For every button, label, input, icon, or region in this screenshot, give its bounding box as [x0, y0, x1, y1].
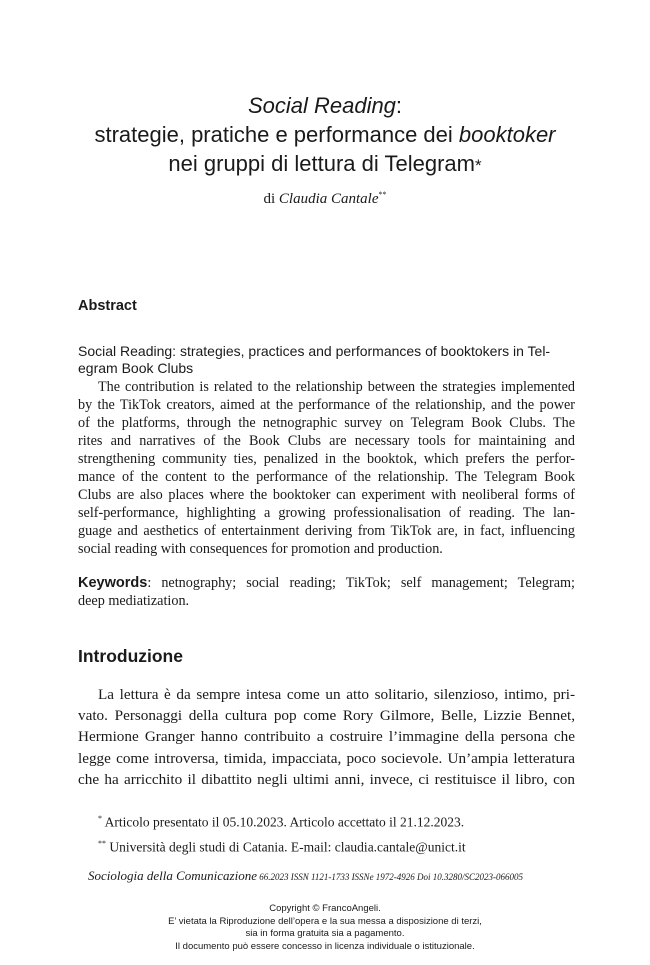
abstract-line: The contribution is related to the relationship between the strategies implemented — [98, 379, 575, 395]
journal-details: 66.2023 ISSN 1121-1733 ISSNe 1972-4926 Doi 10.3280/SC2023-066005 — [256, 872, 524, 882]
abstract-line: by the TikTok creators, aimed at the performance of the relationship, and the power — [78, 397, 575, 413]
abstract-english-title — [78, 343, 575, 377]
footnote-mark: ** — [98, 838, 106, 848]
introduzione-heading: Introduzione — [78, 646, 183, 666]
intro-line: vato. Personaggi della cultura pop come Rory Gilmore, Belle, Lizzie Bennet, — [78, 707, 575, 725]
copyright-line: sia in forma gratuita sia a pagamento. — [245, 928, 405, 939]
intro-line: legge come introversa, timida, impacciata, poco socievole. Un’ampia letteratura — [78, 749, 575, 767]
abstract-line: rites and narratives of the Book Clubs are necessary tools for maintaining and — [78, 433, 575, 449]
abstract-line: mance of the content to the performance of the relationship. The Telegram Book — [78, 469, 575, 485]
introduzione-body — [78, 684, 575, 790]
article-title — [40, 91, 610, 180]
title-italic-booktoker: booktoker — [458, 122, 556, 147]
title-line-1 — [40, 91, 610, 120]
title-italic-social-reading: Social Reading — [247, 93, 396, 118]
abstract-heading: Abstract — [78, 298, 137, 314]
abstract-line: of the platforms, through the netnographic survey on Telegram Book Clubs. The — [78, 415, 575, 431]
abstract-line: guage and aesthetics of entertainment deriving from TikTok are, in fact, influencing — [78, 523, 575, 539]
keywords-line-2: deep mediatization. — [78, 593, 190, 609]
title-line-3-text: nei gruppi di lettura di Telegram — [168, 151, 475, 176]
copyright-line: E’ vietata la Riproduzione dell’opera e la sua messa a disposizione di terzi, — [168, 915, 482, 927]
abstract-line: social reading with consequences for promotion and production. — [78, 541, 443, 557]
intro-line: La lettura è da sempre intesa come un atto solitario, silenzioso, intimo, pri- — [98, 686, 575, 703]
abstract-title-line: Social Reading: strategies, practices and performances of booktokers in Tel- — [78, 343, 551, 359]
journal-name: Sociologia della Comunicazione — [88, 868, 257, 883]
abstract-line: self-performance, highlighting a growing professionalisation of reading. The lan- — [78, 505, 575, 521]
title-line-2 — [40, 120, 610, 149]
footnote-text: Università degli studi di Catania. E-mail: claudia.cantale@unict.it — [106, 839, 466, 854]
abstract-line: strengthening community ties, penalized in the booktok, which prefers the perfor- — [78, 451, 575, 467]
title-line-2-text: strategie, pratiche e performance dei — [94, 122, 459, 147]
author-footnote-mark: ** — [378, 190, 387, 199]
footnote-1 — [98, 808, 578, 833]
title-colon: : — [395, 93, 403, 118]
abstract-line: Clubs are also places where the booktoker can experiment with neoliberal forms of — [78, 487, 575, 503]
copyright-line: Il documento può essere concesso in licenza individuale o istituzionale. — [175, 940, 475, 952]
footnote-mark: * — [98, 814, 102, 823]
keywords-line-1 — [78, 574, 575, 592]
footnote-2 — [98, 833, 578, 858]
intro-line: che ha arricchito il dibattito negli ultimi anni, invece, ci restituisce il libro, con — [78, 770, 575, 788]
copyright-line: Copyright © FrancoAngeli. — [269, 903, 381, 914]
title-footnote-mark: * — [474, 156, 482, 175]
author-name: Claudia Cantale — [278, 191, 379, 207]
keywords-block — [78, 574, 575, 610]
abstract-body — [78, 378, 575, 558]
footnote-text: Articolo presentato il 05.10.2023. Articolo accettato il 21.12.2023. — [102, 814, 465, 830]
keywords-label: Keywords — [78, 575, 148, 591]
intro-line: Hermione Granger hanno contribuito a costruire l’immagine della persona che — [78, 728, 575, 746]
journal-running-footer — [88, 868, 523, 884]
author-byline — [0, 190, 650, 208]
footnotes — [98, 808, 578, 857]
keywords-list: : netnography; social reading; TikTok; self management; Telegram; — [147, 575, 575, 591]
copyright-notice — [0, 903, 650, 953]
abstract-title-line: egram Book Clubs — [78, 360, 194, 376]
author-prefix: di — [263, 191, 279, 207]
title-line-3 — [40, 149, 610, 180]
